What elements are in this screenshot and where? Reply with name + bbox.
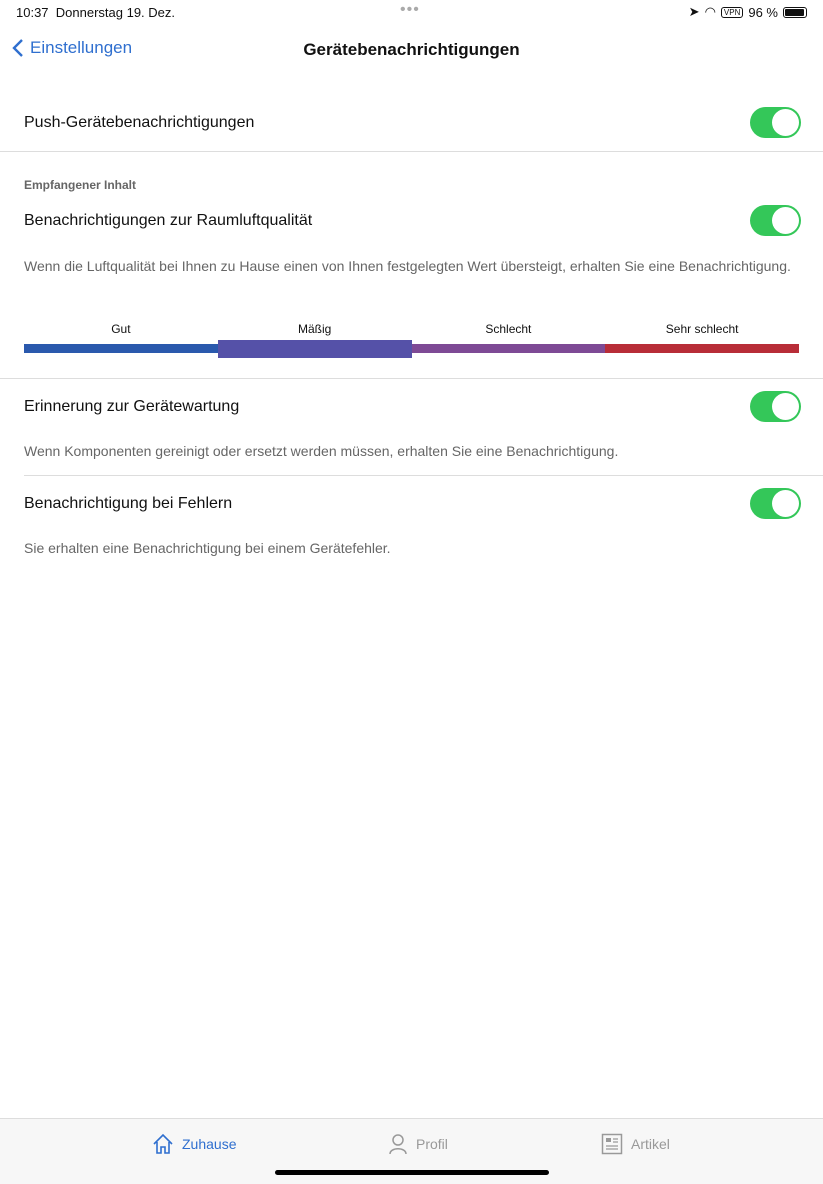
tab-label: Artikel — [631, 1136, 670, 1152]
air-quality-label: Benachrichtigungen zur Raumluftqualität — [24, 211, 313, 229]
maintenance-toggle[interactable] — [750, 391, 801, 422]
battery-icon — [783, 7, 807, 18]
level-bar — [605, 344, 799, 353]
section-title: Empfangener Inhalt — [24, 178, 137, 192]
level-schlecht[interactable] — [412, 322, 606, 358]
level-bar — [24, 344, 218, 353]
home-indicator[interactable] — [275, 1170, 549, 1175]
level-label: Gut — [111, 322, 131, 336]
tab-artikel[interactable] — [601, 1133, 670, 1155]
level-sehr-schlecht[interactable] — [605, 322, 799, 358]
level-gut[interactable] — [24, 322, 218, 358]
tab-bar — [0, 1118, 823, 1184]
level-massig[interactable] — [218, 322, 412, 358]
multitask-dots-icon[interactable]: ••• — [400, 1, 420, 18]
divider — [0, 378, 823, 379]
level-label: Schlecht — [485, 322, 532, 336]
push-row — [24, 107, 801, 138]
air-quality-scale — [24, 322, 799, 358]
level-label: Sehr schlecht — [665, 322, 739, 336]
person-icon — [388, 1133, 408, 1155]
status-bar — [0, 0, 823, 24]
push-label: Push-Gerätebenachrichtigungen — [24, 113, 255, 131]
time: 10:37 — [16, 5, 49, 20]
tab-profil[interactable] — [388, 1133, 448, 1155]
navigation-bar — [0, 30, 823, 70]
tab-label: Zuhause — [182, 1136, 237, 1152]
battery-percent: 96 % — [748, 4, 778, 20]
divider — [0, 151, 823, 152]
errors-description: Sie erhalten eine Benachrichtigung bei einem Gerätefehler. — [24, 540, 391, 556]
maintenance-description: Wenn Komponenten gereinigt oder ersetzt werden müssen, erhalten Sie eine Benachrichtigung. — [24, 443, 619, 459]
air-quality-row — [24, 205, 801, 236]
air-quality-description: Wenn die Luftqualität bei Ihnen zu Hause einen von Ihnen festgelegten Wert übersteigt, erhalten Sie eine Benachrichtigung. — [24, 258, 791, 274]
tab-zuhause[interactable] — [152, 1133, 236, 1155]
errors-row — [24, 488, 801, 519]
divider — [24, 475, 823, 476]
date: Donnerstag 19. Dez. — [55, 5, 176, 20]
home-icon — [152, 1133, 174, 1155]
maintenance-row — [24, 391, 801, 422]
errors-toggle[interactable] — [750, 488, 801, 519]
wifi-icon: ◠ — [704, 4, 716, 19]
vpn-badge: VPN — [721, 7, 743, 18]
push-toggle[interactable] — [750, 107, 801, 138]
back-label: Einstellungen — [30, 38, 133, 57]
location-icon: ➤ — [688, 4, 700, 19]
tab-label: Profil — [416, 1136, 448, 1152]
level-bar — [412, 344, 606, 353]
maintenance-label: Erinnerung zur Gerätewartung — [24, 397, 240, 415]
level-label: Mäßig — [297, 322, 332, 336]
errors-label: Benachrichtigung bei Fehlern — [24, 494, 233, 512]
level-bar — [218, 340, 412, 358]
air-quality-toggle[interactable] — [750, 205, 801, 236]
article-icon — [601, 1133, 623, 1155]
status-time-date — [16, 5, 175, 20]
page-title: Gerätebenachrichtigungen — [303, 40, 520, 59]
